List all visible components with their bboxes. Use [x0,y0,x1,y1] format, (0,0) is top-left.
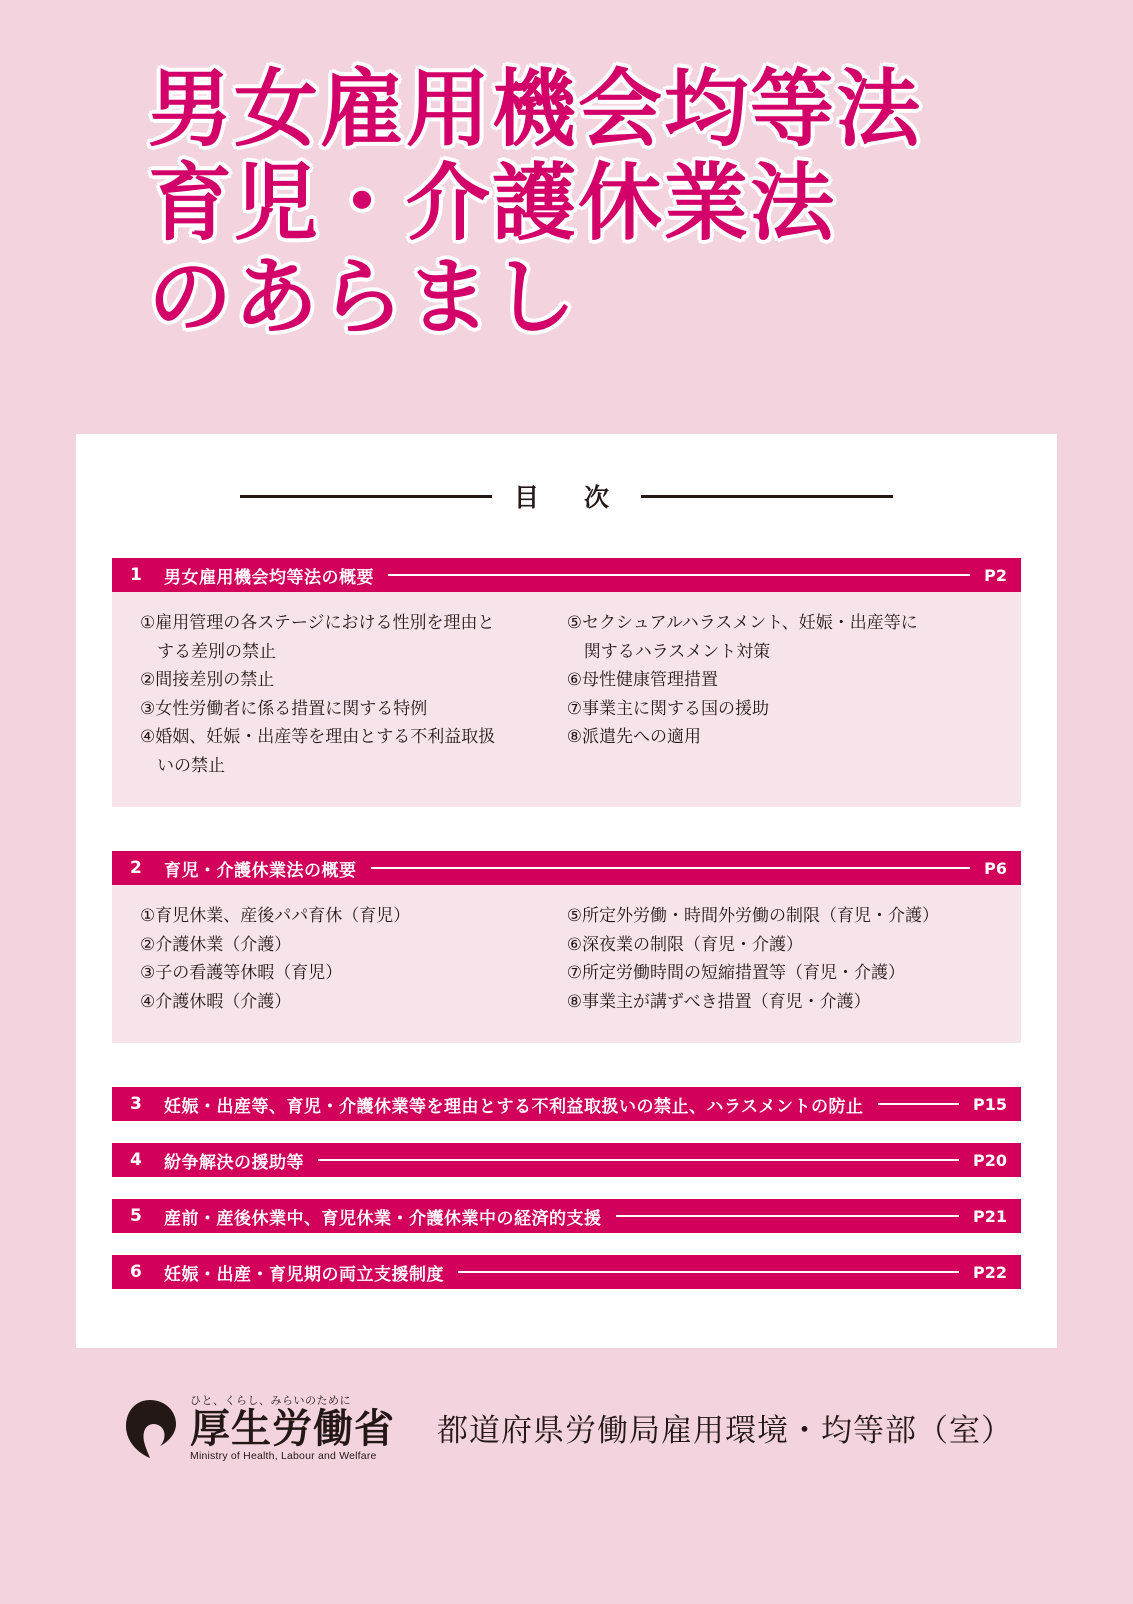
toc-section-6[interactable] [112,1255,1021,1289]
toc-section-6-page: P22 [973,1262,1007,1282]
toc-section-4-bar[interactable] [112,1143,1021,1177]
toc-section-1-bar[interactable] [112,558,1021,592]
toc-section-4-number: 4 [130,1150,142,1171]
toc-section-1-page: P2 [984,565,1007,585]
list-item: ②間接差別の禁止 [140,670,275,691]
toc-section-6-bar[interactable] [112,1255,1021,1289]
list-item: する差別の禁止 [140,641,276,662]
toc-heading-label: 目 次 [513,483,619,512]
toc-section-6-title: 妊娠・出産・育児期の両立支援制度 [164,1264,444,1285]
list-item: ⑤セクシュアルハラスメント、妊娠・出産等に [566,613,918,633]
toc-section-5-title: 産前・産後休業中、育児休業・介護休業中の経済的支援 [164,1208,602,1229]
list-item: ⑥深夜業の制限（育児・介護） [566,934,804,955]
list-item: ⑦事業主に関する国の援助 [566,698,770,719]
toc-section-5-leader [616,1215,960,1217]
ministry-logo-text [190,1392,395,1462]
toc-section-2-title: 育児・介護休業法の概要 [164,860,357,881]
list-item: ①雇用管理の各ステージにおける性別を理由と [140,613,495,633]
ministry-logo [120,1392,395,1462]
list-item: ④婚姻、妊娠・出産等を理由とする不利益取扱 [140,727,496,748]
footer-organization: 都道府県労働局雇用環境・均等部（室） [437,1412,1013,1449]
list-item: ③女性労働者に係る措置に関する特例 [140,698,428,719]
toc-section-4-leader [318,1159,959,1161]
toc-section-5-page: P21 [973,1206,1007,1226]
toc-heading-rule-right [641,495,893,498]
toc-heading [76,478,1057,514]
toc-section-4-title: 紛争解決の援助等 [164,1152,304,1173]
toc-section-2-left-column [140,903,567,1017]
toc-section-3-leader [878,1103,960,1105]
toc-section-2-page: P6 [984,858,1007,878]
toc-section-1-title: 男女雇用機会均等法の概要 [164,567,374,588]
toc-section-5-bar[interactable] [112,1199,1021,1233]
toc-section-4-page: P20 [973,1150,1007,1170]
mhlw-emblem-icon [120,1396,182,1462]
list-item: ⑦所定労働時間の短縮措置等（育児・介護） [566,963,906,984]
toc-section-1-leader [388,574,970,576]
title-line-1: 男女雇用機会均等法 [148,60,923,158]
list-item: 関するハラスメント対策 [566,641,771,662]
ministry-logo-name: 厚生労働省 [190,1406,395,1452]
toc-heading-rule-left [240,495,492,498]
toc-section-3-title: 妊娠・出産等、育児・介護休業等を理由とする不利益取扱いの禁止、ハラスメントの防止 [164,1096,864,1117]
ministry-logo-english: Ministry of Health, Labour and Welfare [190,1450,377,1462]
toc-section-6-number: 6 [130,1262,142,1283]
ministry-logo-tagline: ひと、くらし、みらいのために [190,1394,351,1407]
toc-panel [76,434,1057,1348]
toc-section-2-leader [371,867,971,869]
list-item: ⑥母性健康管理措置 [566,670,719,691]
toc-section-1-number: 1 [130,565,142,585]
list-item: ⑧事業主が講ずべき措置（育児・介護） [566,991,871,1012]
cover-title [0,0,1133,347]
toc-section-4[interactable] [112,1143,1021,1177]
toc-section-2[interactable] [112,851,1021,1043]
toc-section-3[interactable] [112,1087,1021,1121]
list-item: ④介護休暇（介護） [140,991,292,1012]
list-item: ③子の看護等休暇（育児） [140,963,343,984]
toc-section-1[interactable] [112,558,1021,807]
list-item: ⑤所定外労働・時間外労働の制限（育児・介護） [566,906,940,927]
toc-section-1-right-column [567,610,1011,781]
toc-section-3-number: 3 [130,1094,142,1115]
toc-section-2-bar[interactable] [112,851,1021,885]
toc-section-3-bar[interactable] [112,1087,1021,1121]
list-item: ⑧派遣先への適用 [566,727,702,748]
list-item: いの禁止 [140,755,225,776]
footer [0,1392,1133,1462]
toc-section-2-number: 2 [130,858,142,879]
toc-section-5[interactable] [112,1199,1021,1233]
title-line-2: 育児・介護休業法 [148,154,837,253]
toc-section-2-right-column [567,903,1011,1017]
title-line-3: のあらまし [148,248,579,347]
toc-section-3-page: P15 [973,1094,1007,1114]
list-item: ②介護休業（介護） [140,934,292,955]
toc-section-1-left-column [140,610,567,781]
toc-section-6-leader [458,1271,959,1273]
list-item: ①育児休業、産後パパ育休（育児） [140,906,411,927]
toc-section-5-number: 5 [130,1206,142,1227]
